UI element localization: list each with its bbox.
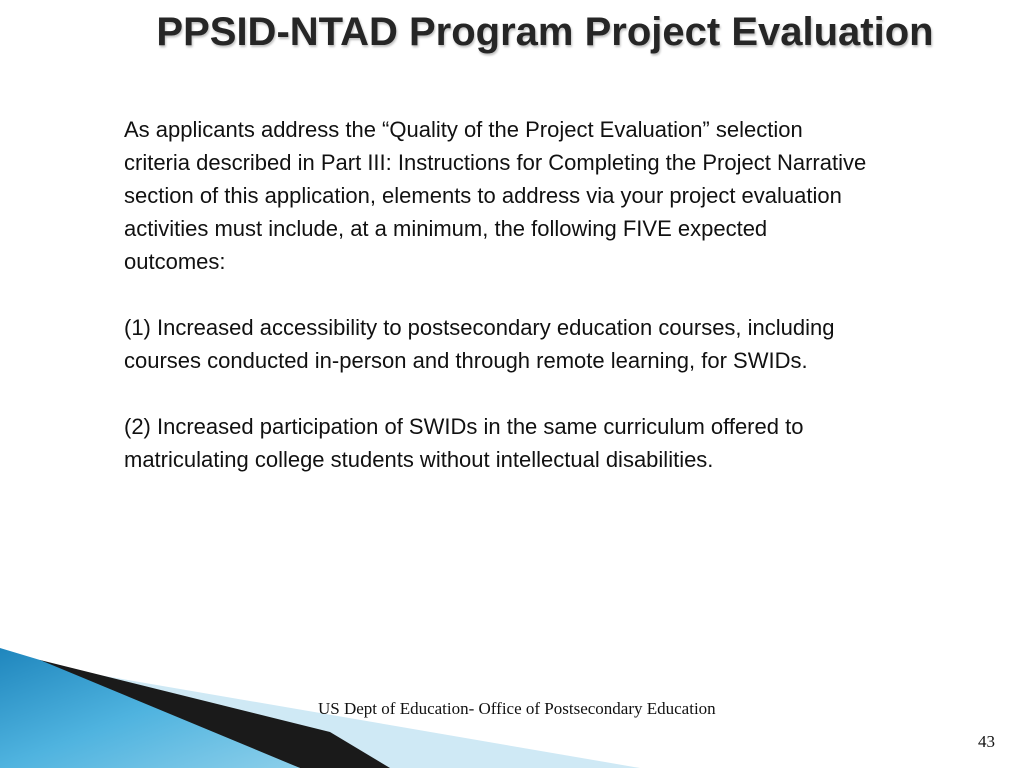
footer-text: US Dept of Education- Office of Postsecondary Education xyxy=(318,699,716,718)
page-number: 43 xyxy=(978,732,995,751)
outcome-1-paragraph: (1) Increased accessibility to postsecondary education courses, including courses conducted in-person and through remote learning, for SWIDs. xyxy=(124,315,835,373)
intro-paragraph: As applicants address the “Quality of the Project Evaluation” selection criteria described in Part III: Instructions for Completing the Project Narrative section of this application, elements to address via your project evaluation activities must include, at a minimum, the following FIVE expected outcomes: xyxy=(124,117,867,274)
outcome-2-paragraph: (2) Increased participation of SWIDs in the same curriculum offered to matriculating college students without intellectual disabilities. xyxy=(124,414,804,472)
slide-title: PPSID-NTAD Program Project Evaluation xyxy=(156,10,934,54)
slide-body xyxy=(124,113,869,476)
